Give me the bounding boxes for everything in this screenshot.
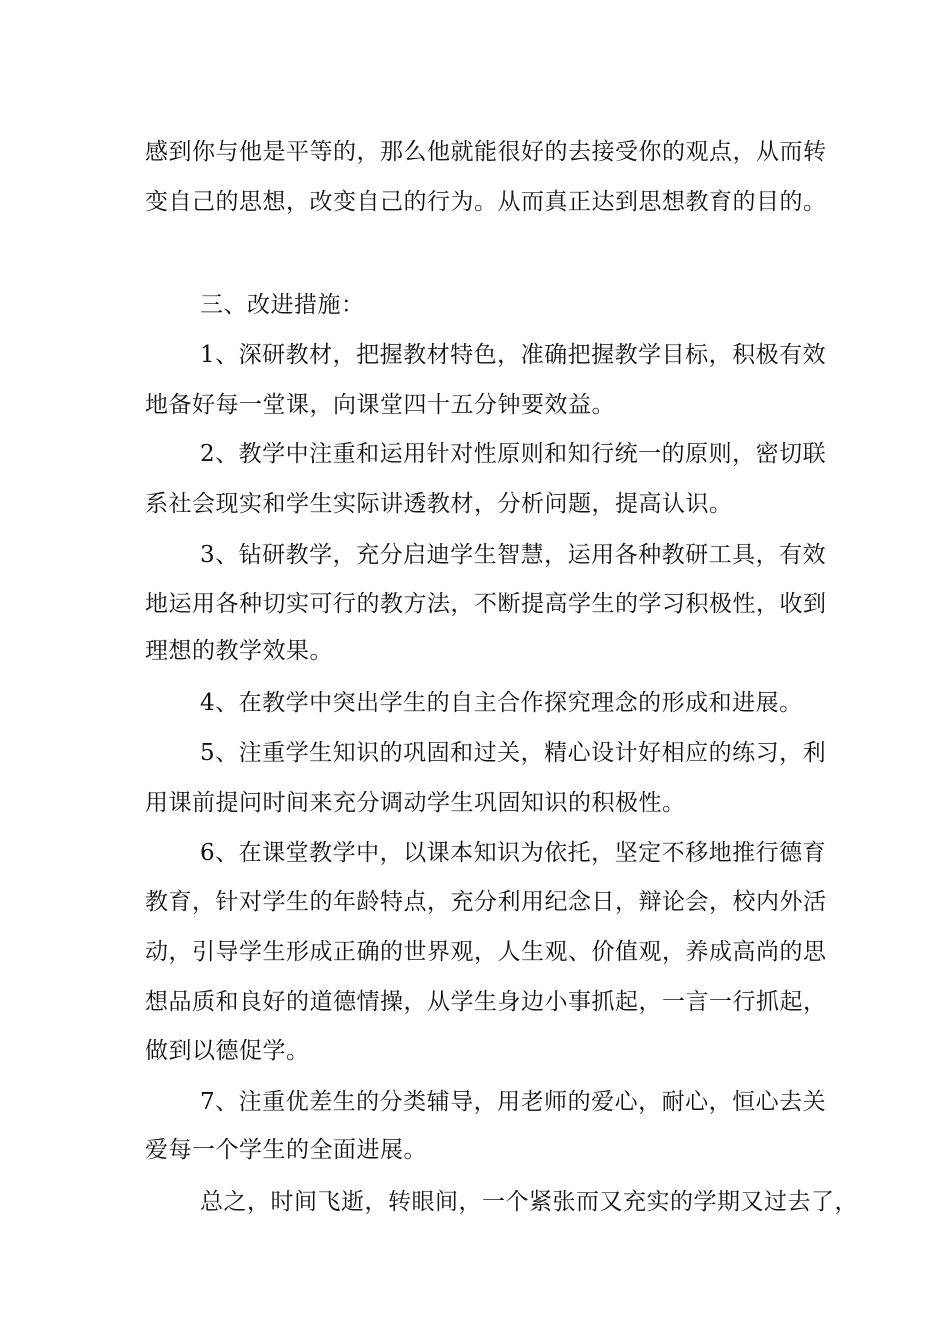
text-line: 教育，针对学生的年龄特点，充分利用纪念日，辩论会，校内外活	[145, 889, 827, 915]
text-line: 变自己的思想，改变自己的行为。从而真正达到思想教育的目的。	[145, 189, 827, 215]
text-line: 3、钻研教学，充分启迪学生智慧，运用各种教研工具，有效	[200, 542, 827, 568]
text-line: 动，引导学生形成正确的世界观，人生观、价值观，养成高尚的思	[145, 939, 827, 965]
text-line: 地备好每一堂课，向课堂四十五分钟要效益。	[145, 392, 615, 418]
section-heading: 三、改进措施：	[200, 292, 365, 318]
text-line: 1、深研教材，把握教材特色，准确把握教学目标，积极有效	[200, 342, 827, 368]
text-line: 做到以德促学。	[145, 1038, 310, 1064]
text-line: 4、在教学中突出学生的自主合作探究理念的形成和进展。	[200, 690, 803, 716]
text-line: 想品质和良好的道德情操，从学生身边小事抓起，一言一行抓起，	[145, 989, 827, 1015]
text-line: 地运用各种切实可行的教方法，不断提高学生的学习积极性，收到	[145, 591, 827, 617]
text-line: 理想的教学效果。	[145, 638, 333, 664]
text-line: 用课前提问时间来充分调动学生巩固知识的积极性。	[145, 790, 686, 816]
text-line: 7、注重优差生的分类辅导，用老师的爱心，耐心，恒心去关	[200, 1089, 827, 1115]
text-line: 感到你与他是平等的，那么他就能很好的去接受你的观点，从而转	[145, 139, 827, 165]
text-line: 5、注重学生知识的巩固和过关，精心设计好相应的练习，利	[200, 740, 827, 766]
text-line: 总之，时间飞逝，转眼间，一个紧张而又充实的学期又过去了，	[200, 1189, 858, 1215]
text-line: 2、教学中注重和运用针对性原则和知行统一的原则，密切联	[200, 441, 827, 467]
text-line: 爱每一个学生的全面进展。	[145, 1137, 427, 1163]
text-line: 系社会现实和学生实际讲透教材，分析问题，提高认识。	[145, 491, 733, 517]
text-line: 6、在课堂教学中，以课本知识为依托，坚定不移地推行德育	[200, 840, 827, 866]
